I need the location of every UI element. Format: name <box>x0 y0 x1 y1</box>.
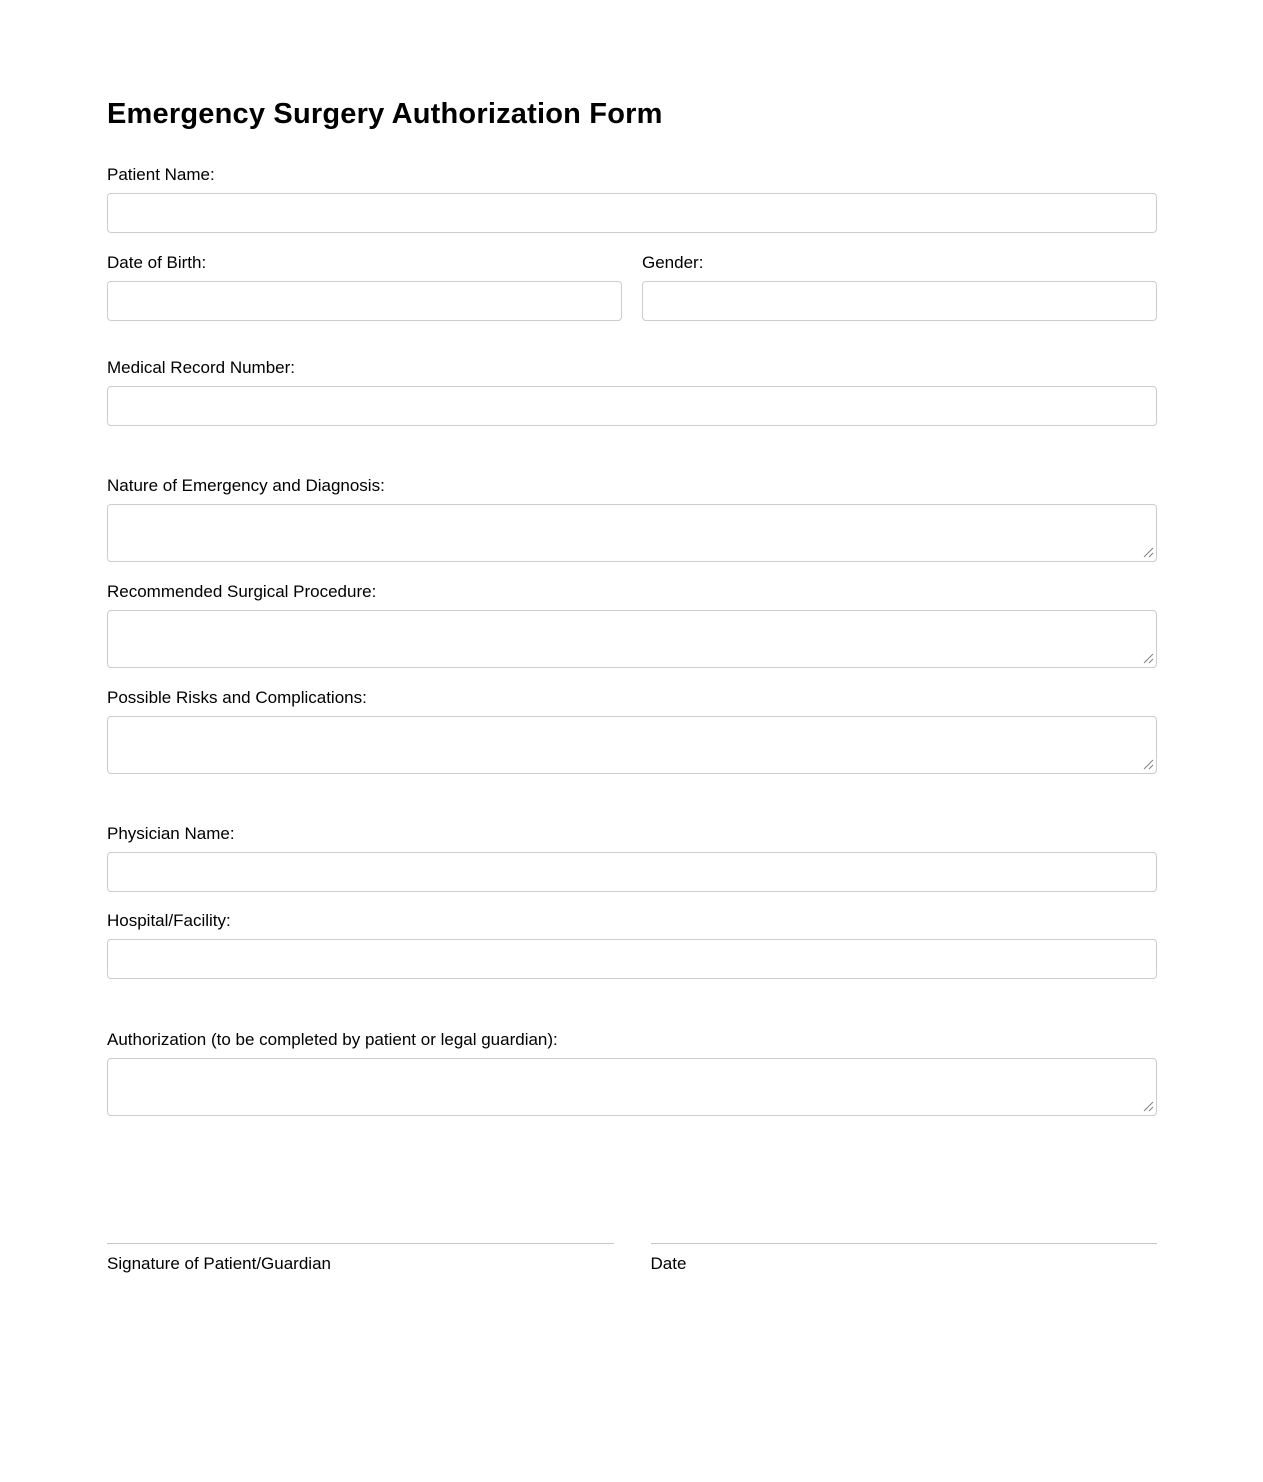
risks-complications-textarea[interactable] <box>107 716 1157 774</box>
physician-name-input[interactable] <box>107 852 1157 892</box>
date-line <box>651 1243 1158 1244</box>
physician-name-field <box>107 824 1157 892</box>
page-title: Emergency Surgery Authorization Form <box>107 98 663 130</box>
physician-name-label: Physician Name: <box>107 824 235 844</box>
nature-of-emergency-label: Nature of Emergency and Diagnosis: <box>107 476 385 496</box>
recommended-procedure-textarea-wrap <box>107 610 1157 668</box>
nature-of-emergency-field <box>107 476 1157 562</box>
authorization-label: Authorization (to be completed by patient or legal guardian): <box>107 1030 558 1050</box>
patient-name-field <box>107 165 1157 233</box>
dob-input[interactable] <box>107 281 622 321</box>
signature-label: Signature of Patient/Guardian <box>107 1254 331 1274</box>
gender-label: Gender: <box>642 253 704 273</box>
signature-block <box>107 1243 614 1274</box>
dob-field <box>107 253 622 321</box>
risks-complications-label: Possible Risks and Complications: <box>107 688 367 708</box>
mrn-label: Medical Record Number: <box>107 358 296 378</box>
date-label: Date <box>650 1254 687 1274</box>
date-block <box>651 1243 1158 1274</box>
hospital-facility-input[interactable] <box>107 939 1157 979</box>
hospital-facility-field <box>107 911 1157 979</box>
risks-complications-textarea-wrap <box>107 716 1157 774</box>
patient-name-label: Patient Name: <box>107 165 215 185</box>
authorization-textarea-wrap <box>107 1058 1157 1116</box>
mrn-input[interactable] <box>107 386 1157 426</box>
dob-gender-row <box>107 253 1157 321</box>
risks-complications-field <box>107 688 1157 774</box>
patient-name-input[interactable] <box>107 193 1157 233</box>
signature-date-row <box>107 1243 1157 1274</box>
authorization-textarea[interactable] <box>107 1058 1157 1116</box>
recommended-procedure-field <box>107 582 1157 668</box>
signature-line <box>107 1243 614 1244</box>
authorization-field <box>107 1030 1157 1116</box>
dob-label: Date of Birth: <box>107 253 207 273</box>
hospital-facility-label: Hospital/Facility: <box>107 911 231 931</box>
gender-input[interactable] <box>642 281 1157 321</box>
gender-field <box>642 253 1157 321</box>
recommended-procedure-textarea[interactable] <box>107 610 1157 668</box>
mrn-field <box>107 358 1157 426</box>
nature-of-emergency-textarea[interactable] <box>107 504 1157 562</box>
recommended-procedure-label: Recommended Surgical Procedure: <box>107 582 377 602</box>
nature-of-emergency-textarea-wrap <box>107 504 1157 562</box>
